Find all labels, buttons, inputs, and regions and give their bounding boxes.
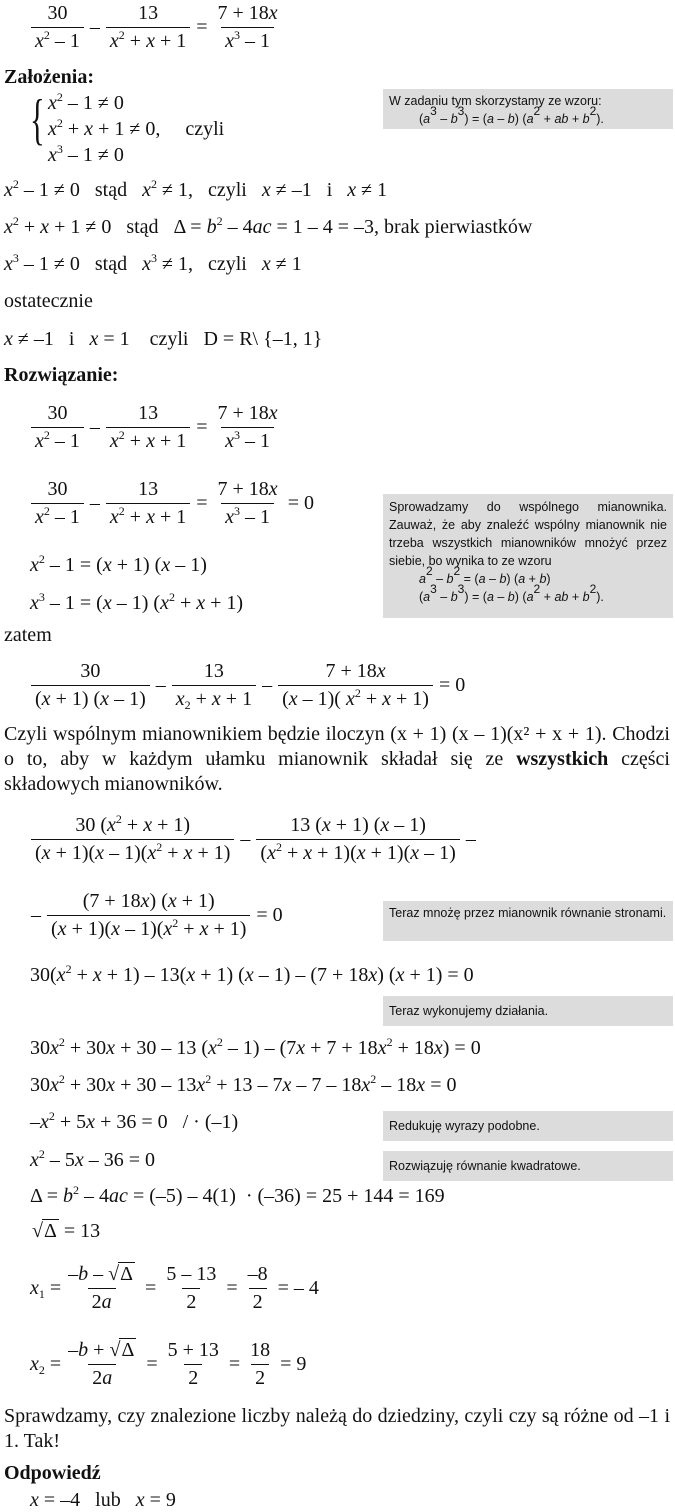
word-czyli: czyli <box>185 118 225 140</box>
answer-line: x = –4 lub x = 9 <box>30 1489 176 1511</box>
note-multiply <box>383 901 673 941</box>
word-zatem: zatem <box>4 624 52 646</box>
word-czyli: czyli <box>207 179 247 201</box>
heading-rozwiazanie: Rozwiązanie: <box>4 364 119 386</box>
equation-x2: $x_2$ = $\frac{-b + √\Delta}{2a}$ = $\frac{5 + 13}{2}$ = $\frac{18}{2}$ = 9 <box>30 1338 307 1389</box>
heading-odpowiedz: Odpowiedź <box>4 1462 101 1484</box>
equation-common-2: – $\frac{(7 + 18x) (x + 1)}{(x + 1)(x - 1)(x^2 + x + 1)}$ = 0 <box>31 890 283 940</box>
heading-zalozenia: Założenia: <box>4 66 94 88</box>
note-common-denominator-text: Sprowadzamy do wspólnego mianownika. Zauważ, że aby znaleźć wspólny mianownik nie trzeba wszystkich mianowników mnożyć przez siebie, bo wynika to ze wzoru <box>389 500 667 568</box>
equation-line-expanded-2: $30x^2 + 30x + 30 - 13x^2 + 13 - 7x - 7 - 18x^2 - 18x = 0$ <box>30 1072 457 1096</box>
note-formula-title: W zadaniu tym skorzystamy ze wzoru: <box>389 94 602 108</box>
word-stad: stąd <box>94 253 128 275</box>
note-reduce <box>383 1111 673 1141</box>
condition-line-1: $x^2 - 1 \ne 0$ stąd $x^2 \ne 1$, czyli x ≠ –1 i x ≠ 1 <box>4 177 388 201</box>
equation-common-1: 30 $(x^2 + x + 1)$ $(x + 1)(x - 1)(x^2 + x + 1)$ – 13 (x + 1) (x – 1) $(x^2 + x + 1)(x + 1)(x - 1)$ – <box>28 814 479 865</box>
note-quadratic <box>383 1151 673 1181</box>
paragraph-domain-check: Sprawdzamy, czy znalezione liczby należą do dziedziny, czyli czy są różne od –1 i 1. Tak! <box>4 1405 670 1452</box>
paragraph-1-bold: wszystkich <box>516 748 609 770</box>
paragraph-1-end: części składowych mianowników. <box>4 748 670 795</box>
condition-line-2: $x^2 + x + 1 \ne 0$ stąd $\Delta = b^2 - 4ac = 1 - 4 = -3$, brak pierwiastków <box>4 214 533 238</box>
note-formula-cube: W zadaniu tym skorzystamy ze wzoru: $(a^3 - b^3) = (a - b) (a^2$ + ab + $b^2$). <box>383 89 673 129</box>
factor-line-2: $x^3 - 1 = (x - 1) (x^2 + x + 1)$ <box>30 590 244 614</box>
equation-line-reduced: $-x^2 + 5x + 36 = 0$ / · (–1) <box>30 1109 239 1133</box>
factor-line-1: $x^2 - 1 = (x + 1)$ (x – 1) <box>30 552 207 576</box>
equation-main-3: 30 $x^2 - 1$ – $\frac{13}{x^2 + x + 1}$ = $\frac{7 + 18x}{x^3 - 1}$ = 0 <box>28 478 317 529</box>
word-i: i <box>326 179 333 201</box>
equation-line-expanded-1: $30x^2 + 30x + 30 - 13$ $(x^2 - 1) - (7x + 7 + 18x^2 + 18x) = 0$ <box>30 1035 481 1059</box>
equation-expanded-denominators: 30 (x + 1) (x – 1) – 13 $x_2 + x + 1$ – $\frac{7 + 18x}{(x - 1)( x^2 + x + 1)}$ = 0 <box>28 660 468 711</box>
equation-x1: $x_1$ = $\frac{-b - √\Delta}{2a}$ = $\frac{5 - 13}{2}$ = $\frac{-8}{2}$ = – 4 <box>30 1262 319 1313</box>
equation-line-quadratic: $x^2 - 5x - 36 = 0$ <box>30 1147 156 1171</box>
paragraph-1-start: Czyli wspólnym mianownikiem będzie iloczyn (x + 1) (x – 1)(x² + x + 1). Chodzi o to, aby w każdym ułamku mianownik składał się ze <box>4 723 670 770</box>
word-czyli: czyli <box>207 253 247 275</box>
paragraph-common-denominator <box>4 722 670 797</box>
note-operations-text: Teraz wykonujemy działania. <box>389 1004 549 1018</box>
word-i: i <box>68 328 75 350</box>
equation-line-multiplied: $30(x^2 + x + 1) - 13(x + 1)$ (x – 1) – (7 + 18x) (x + 1) = 0 <box>30 962 474 986</box>
note-reduce-text: Redukuję wyrazy podobne. <box>389 1119 540 1133</box>
delta-line: $\Delta = b^2 - 4ac = (-5) - 4(1) \cdot (-36) = 25 + 144 = 169$ <box>30 1183 445 1207</box>
note-multiply-text: Teraz mnożę przez mianownik równanie stronami. <box>389 906 667 920</box>
note-operations <box>383 996 673 1026</box>
equation-main-top: 30 $x^2 - 1$ – $\frac{13}{x^2 + x + 1}$ = $\frac{7 + 18x}{x^3 - 1}$ <box>28 2 285 53</box>
domain-line: x ≠ –1 i x = 1 czyli D = R\ {–1, 1} <box>4 328 323 350</box>
word-stad: stąd <box>94 179 128 201</box>
word-ostatecznie: ostatecznie <box>4 290 93 312</box>
word-stad: stąd <box>126 216 159 238</box>
word-czyli: czyli <box>149 328 189 350</box>
word-brak-pierwiastkow: brak pierwiastków <box>384 216 533 238</box>
note-quadratic-text: Rozwiązuję równanie kwadratowe. <box>389 1159 581 1173</box>
sqrt-delta-line: √Δ = 13 <box>32 1220 101 1242</box>
word-lub: lub <box>95 1489 121 1511</box>
condition-line-3: $x^3 - 1 \ne 0$ stąd $x^3 \ne 1$, czyli x ≠ 1 <box>4 251 302 275</box>
note-common-denominator: Sprowadzamy do wspólnego mianownika. Zauważ, że aby znaleźć wspólny mianownik nie trzeba wszystkich mianowników mnożyć przez siebie, bo wynika to ze wzoru $a^2 - b^2 = (a - b) (a + b)$ $(a^3 - b^3) = (a - b) (a^2$ + ab + $b^2$). <box>383 494 673 618</box>
equation-main-2: 30 $x^2 - 1$ – $\frac{13}{x^2 + x + 1}$ = $\frac{7 + 18x}{x^3 - 1}$ <box>28 402 285 453</box>
